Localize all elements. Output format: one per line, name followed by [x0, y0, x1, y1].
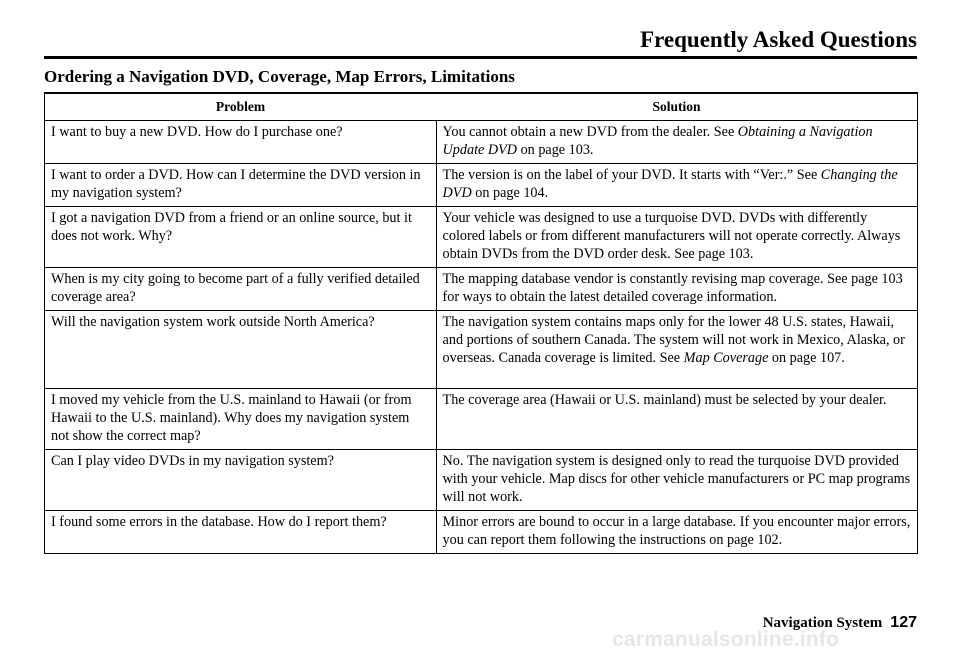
table-row — [45, 207, 918, 268]
table-row — [45, 389, 918, 450]
column-header-solution: Solution — [436, 93, 917, 121]
watermark: carmanualsonline.info — [612, 628, 840, 651]
header-divider — [44, 56, 917, 59]
table-row — [45, 121, 918, 164]
solution-text: The navigation system contains maps only for the lower 48 U.S. states, Hawaii, and portions of southern Canada. The system will not work in Mexico, Alaska, or overseas. Canada coverage is limited. See — [442, 314, 905, 366]
solution-text: No. The navigation system is designed only to read the turquoise DVD provided with your vehicle. Map discs for other vehicle manufacturers or PC map programs will not work. — [442, 453, 911, 505]
problem-cell: I want to order a DVD. How can I determine the DVD version in my navigation system? — [45, 164, 437, 207]
table-header-row — [45, 93, 918, 121]
footer-label: Navigation System — [762, 615, 883, 631]
problem-cell: Will the navigation system work outside North America? — [45, 311, 437, 389]
solution-text: The coverage area (Hawaii or U.S. mainland) must be selected by your dealer. — [442, 392, 887, 408]
page-reference: Changing the DVD — [442, 167, 898, 201]
solution-cell — [436, 121, 917, 164]
solution-cell — [436, 311, 917, 389]
solution-text: Your vehicle was designed to use a turquoise DVD. DVDs with differently colored labels or from different manufacturers will not operate correctly. Always obtain DVDs from the DVD order desk. See page 103. — [442, 210, 901, 262]
problem-cell: Can I play video DVDs in my navigation system? — [45, 450, 437, 511]
table-row — [45, 450, 918, 511]
page-reference: Obtaining a Navigation Update DVD — [442, 124, 873, 158]
solution-text: The version is on the label of your DVD. It starts with “Ver:.” See — [442, 167, 821, 183]
faq-table — [44, 92, 918, 554]
solution-text-after: on page 104. — [471, 185, 549, 201]
solution-cell — [436, 450, 917, 511]
problem-cell: I found some errors in the database. How do I report them? — [45, 511, 437, 554]
solution-cell — [436, 164, 917, 207]
solution-cell — [436, 511, 917, 554]
solution-text: You cannot obtain a new DVD from the dealer. See — [442, 124, 738, 140]
table-row — [45, 164, 918, 207]
problem-cell: I want to buy a new DVD. How do I purchase one? — [45, 121, 437, 164]
section-title: Ordering a Navigation DVD, Coverage, Map Errors, Limitations — [44, 67, 515, 86]
column-header-problem: Problem — [45, 93, 437, 121]
problem-cell: I moved my vehicle from the U.S. mainland to Hawaii (or from Hawaii to the U.S. mainland). Why does my navigation system not show the correct map? — [45, 389, 437, 450]
solution-cell — [436, 207, 917, 268]
solution-cell — [436, 389, 917, 450]
solution-text-after: on page 103. — [517, 142, 594, 158]
solution-text: The mapping database vendor is constantly revising map coverage. See page 103 for ways to obtain the latest detailed coverage information. — [442, 271, 903, 305]
solution-text: Minor errors are bound to occur in a large database. If you encounter major errors, you can report them following the instructions on page 102. — [442, 514, 911, 548]
table-row — [45, 511, 918, 554]
page-title: Frequently Asked Questions — [640, 27, 917, 52]
solution-text-after: on page 107. — [768, 350, 845, 366]
page-number: 127 — [890, 614, 917, 631]
problem-cell: I got a navigation DVD from a friend or an online source, but it does not work. Why? — [45, 207, 437, 268]
table-row — [45, 268, 918, 311]
table-row — [45, 311, 918, 389]
page-reference: Map Coverage — [683, 350, 769, 366]
solution-cell — [436, 268, 917, 311]
problem-cell: When is my city going to become part of a fully verified detailed coverage area? — [45, 268, 437, 311]
